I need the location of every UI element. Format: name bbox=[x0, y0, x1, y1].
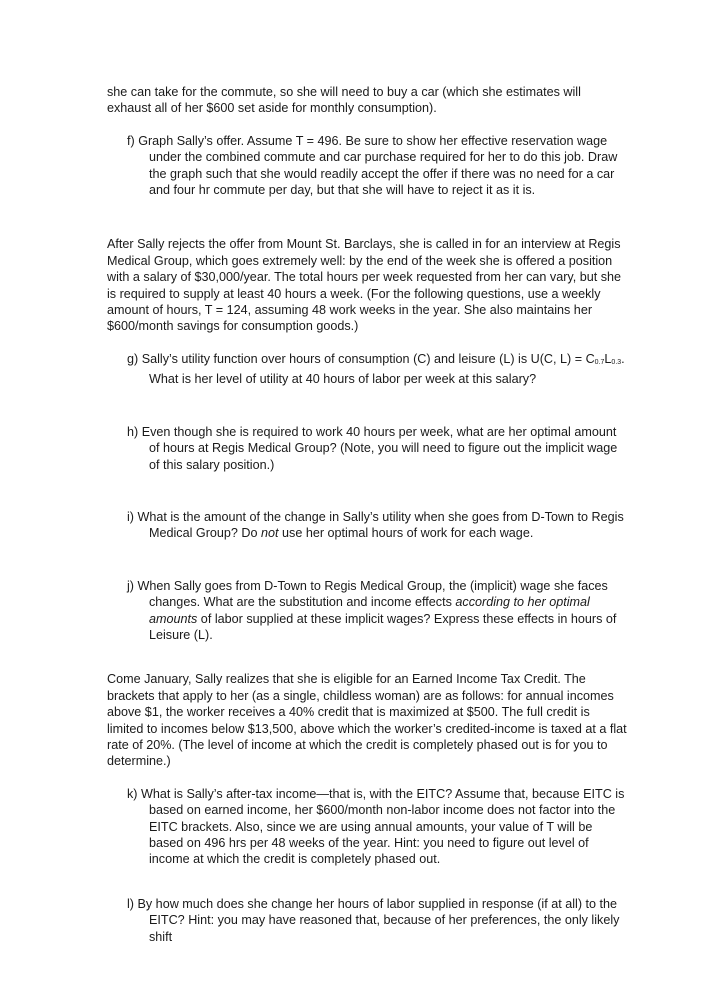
question-k: k) What is Sally’s after-tax income—that is, with the EITC? Assume that, because EITC is based on earned income, her $600/month non-labor income does not factor into the EITC brackets. Also, since we are using annual amounts, your value of T will be based on 496 hrs per 48 weeks of the year. Hint: you need to figure out level of income at which the credit is completely phased out. bbox=[127, 786, 625, 867]
exponent-c: 0.7 bbox=[594, 358, 605, 366]
paragraph-commute: she can take for the commute, so she will need to buy a car (which she estimates will exhaust all of her $600 set aside for monthly consumption). bbox=[107, 85, 581, 116]
question-h: h) Even though she is required to work 40 hours per week, what are her optimal amount of hours at Regis Medical Group? (Note, you will need to figure out the implicit wage of this salary position.) bbox=[127, 424, 618, 472]
question-l: l) By how much does she change her hours of labor supplied in response (if at all) to the EITC? Hint: you may have reasoned that, because of her preferences, the only likely shift bbox=[127, 896, 620, 944]
question-j: j) When Sally goes from D-Town to Regis Medical Group, the (implicit) wage she faces changes. What are the substitution and income effects according to her optimal amounts of labor supplied at these implicit wages? Express these effects in hours of Leisure (L). bbox=[127, 578, 617, 642]
paragraph-eitc: Come January, Sally realizes that she is eligible for an Earned Income Tax Credit. The brackets that apply to her (as a single, childless woman) are as follows: for annual incomes above $1, the worker receives a 40% credit that is maximized at $500. The full credit is limited to incomes below $13,500, above which the worker’s credited-income is taxed at a flat rate of 20%. (The level of income at which the credit is completely phased out is for you to determine.) bbox=[107, 672, 627, 769]
question-g: g) Sally’s utility function over hours of consumption (C) and leisure (L) is U(C, L) = C0.7L0.3. What is her level of utility at 40 hours of labor per week at this salary? bbox=[127, 351, 625, 387]
exponent-l: 0.3 bbox=[611, 358, 622, 366]
document-page bbox=[107, 84, 627, 981]
paragraph-regis-offer: After Sally rejects the offer from Mount St. Barclays, she is called in for an interview at Regis Medical Group, which goes extremely well: by the end of the week she is offered a position with a salary of $30,000/year. The total hours per week requested from her can vary, but she is required to supply at least 40 hours a week. (For the following questions, use a weekly amount of hours, T = 124, assuming 48 work weeks in the year. She also maintains her $600/month savings for consumption goods.) bbox=[107, 237, 622, 334]
question-f: f) Graph Sally’s offer. Assume T = 496. Be sure to show her effective reservation wage under the combined commute and car purchase required for her to do this job. Draw the graph such that she would readily accept the offer if there was no need for a car and four hr commute per day, but that she will have to reject it as it is. bbox=[127, 133, 618, 198]
question-i: i) What is the amount of the change in Sally’s utility when she goes from D-Town to Regis Medical Group? Do not use her optimal hours of work for each wage. bbox=[127, 509, 624, 541]
